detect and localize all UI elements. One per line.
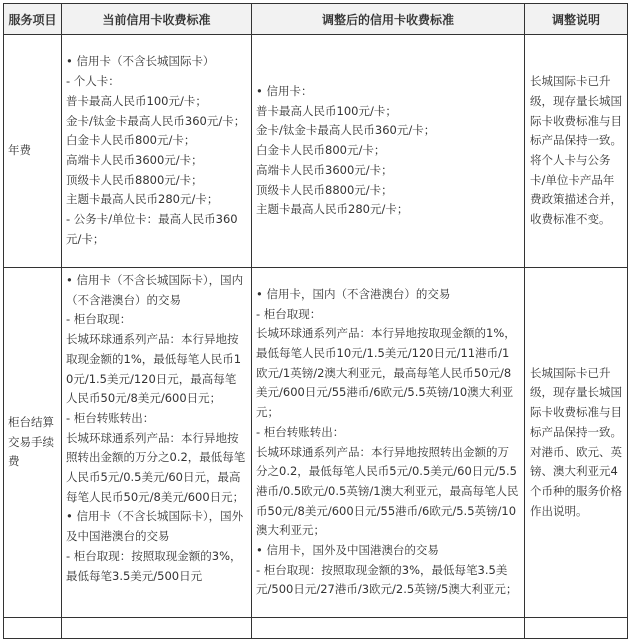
list-item: 高端卡人民币3600元/卡； (256, 162, 393, 177)
list-item: • 信用卡（不含长城国际卡），国内（不含港澳台）的交易 (66, 273, 244, 307)
note-text: 长城国际卡已升级，现存量长城国际卡收费标准与目标产品保持一致。将个人卡与公务卡/单位卡产品年费政策描述合并，收费标准不变。 (530, 74, 622, 227)
list-item: - 柜台转账转出： (256, 424, 345, 439)
list-item: • 信用卡（不含长城国际卡），国外及中国港澳台的交易 (66, 509, 244, 544)
note-cell (525, 35, 628, 268)
empty-cell (4, 618, 62, 639)
service-label: 费 (8, 454, 20, 469)
table-row-partial (4, 618, 628, 639)
table-row-annual-fee (4, 35, 628, 268)
service-cell (4, 35, 62, 268)
fee-table (3, 3, 628, 639)
current-cell (62, 268, 252, 618)
note-text: 长城国际卡已升级，现存量长城国际卡收费标准与目标产品保持一致。对港币、欧元、英镑、澳大利亚元4个币种的服务价格作出说明。 (530, 365, 622, 518)
list-item: 长城环球通系列产品：本行异地按照转出金额的万分之0.2，最低每笔人民币5元/0.5美元/60日元/5.5港币/0.5欧元/0.5英镑/1澳大利亚元，最高每笔人民币50元/8美元/600日元/55港币/6欧元/5.5英镑/10澳大利亚元； (256, 444, 519, 538)
list-item: 白金卡人民币800元/卡； (256, 143, 386, 158)
service-cell (4, 268, 62, 618)
list-item: - 柜台取现： (66, 312, 132, 327)
list-item: - 柜台取现：按照取现金额的3%，最低每笔3.5美元/500日元 (66, 548, 242, 583)
service-label: 交易手续 (8, 434, 54, 449)
list-item: • 信用卡： (256, 84, 313, 99)
list-item: - 柜台取现： (256, 306, 322, 321)
list-item: 主题卡最高人民币280元/卡； (66, 192, 219, 207)
list-item: 金卡/钛金卡最高人民币360元/卡； (256, 123, 436, 138)
list-item: 顶级卡人民币8800元/卡； (66, 172, 203, 187)
list-item: 高端卡人民币3600元/卡； (66, 153, 203, 167)
header-adjusted: 调整后的信用卡收费标准 (252, 4, 525, 35)
empty-cell (525, 618, 628, 639)
list-item: - 个人卡： (66, 74, 120, 89)
list-item: 长城环球通系列产品：本行异地按照转出金额的万分之0.2，最低每笔人民币5元/0.5美元/60日元，最高每笔人民币50元/8美元/600日元； (66, 430, 246, 504)
service-label: 柜台结算 (8, 414, 54, 429)
list-item: • 信用卡，国内（不含港澳台）的交易 (256, 286, 451, 301)
adjusted-cell (252, 268, 525, 618)
list-item: 金卡/钛金卡最高人民币360元/卡； (66, 113, 246, 128)
list-item: • 信用卡（不含长城国际卡） (66, 54, 215, 69)
list-item: 白金卡人民币800元/卡； (66, 133, 196, 148)
list-item: - 柜台取现：按照取现金额的3%，最低每笔3.5美元/500日元/27港币/3欧元/2.5英镑/5澳大利亚元； (256, 562, 518, 597)
header-service: 服务项目 (4, 4, 62, 35)
list-item: - 公务卡/单位卡：最高人民币360元/卡； (66, 212, 238, 246)
list-item: 普卡最高人民币100元/卡； (256, 103, 397, 118)
list-item: 主题卡最高人民币280元/卡； (256, 202, 409, 217)
empty-cell (252, 618, 525, 639)
note-cell (525, 268, 628, 618)
table-header-row (4, 4, 628, 35)
header-current: 当前信用卡收费标准 (62, 4, 252, 35)
current-cell (62, 35, 252, 268)
list-item: 长城环球通系列产品：本行异地按取现金额的1%，最低每笔人民币10元/1.5美元/120日元/11港币/1欧元/1英镑/2澳大利亚元，最高每笔人民币50元/8美元/600日元/55港币/6欧元/5.5英镑/10澳大利亚元； (256, 326, 516, 420)
service-label: 年费 (8, 143, 31, 158)
table-row-counter-fee (4, 268, 628, 618)
empty-cell (62, 618, 252, 639)
list-item: 顶级卡人民币8800元/卡； (256, 182, 393, 197)
list-item: • 信用卡，国外及中国港澳台的交易 (256, 543, 439, 558)
list-item: - 柜台转账转出： (66, 410, 155, 425)
list-item: 长城环球通系列产品：本行异地按取现金额的1%，最低每笔人民币10元/1.5美元/120日元，最高每笔人民币50元/8美元/600日元； (66, 332, 242, 406)
header-note: 调整说明 (525, 4, 628, 35)
list-item: 普卡最高人民币100元/卡； (66, 93, 207, 108)
adjusted-cell (252, 35, 525, 268)
